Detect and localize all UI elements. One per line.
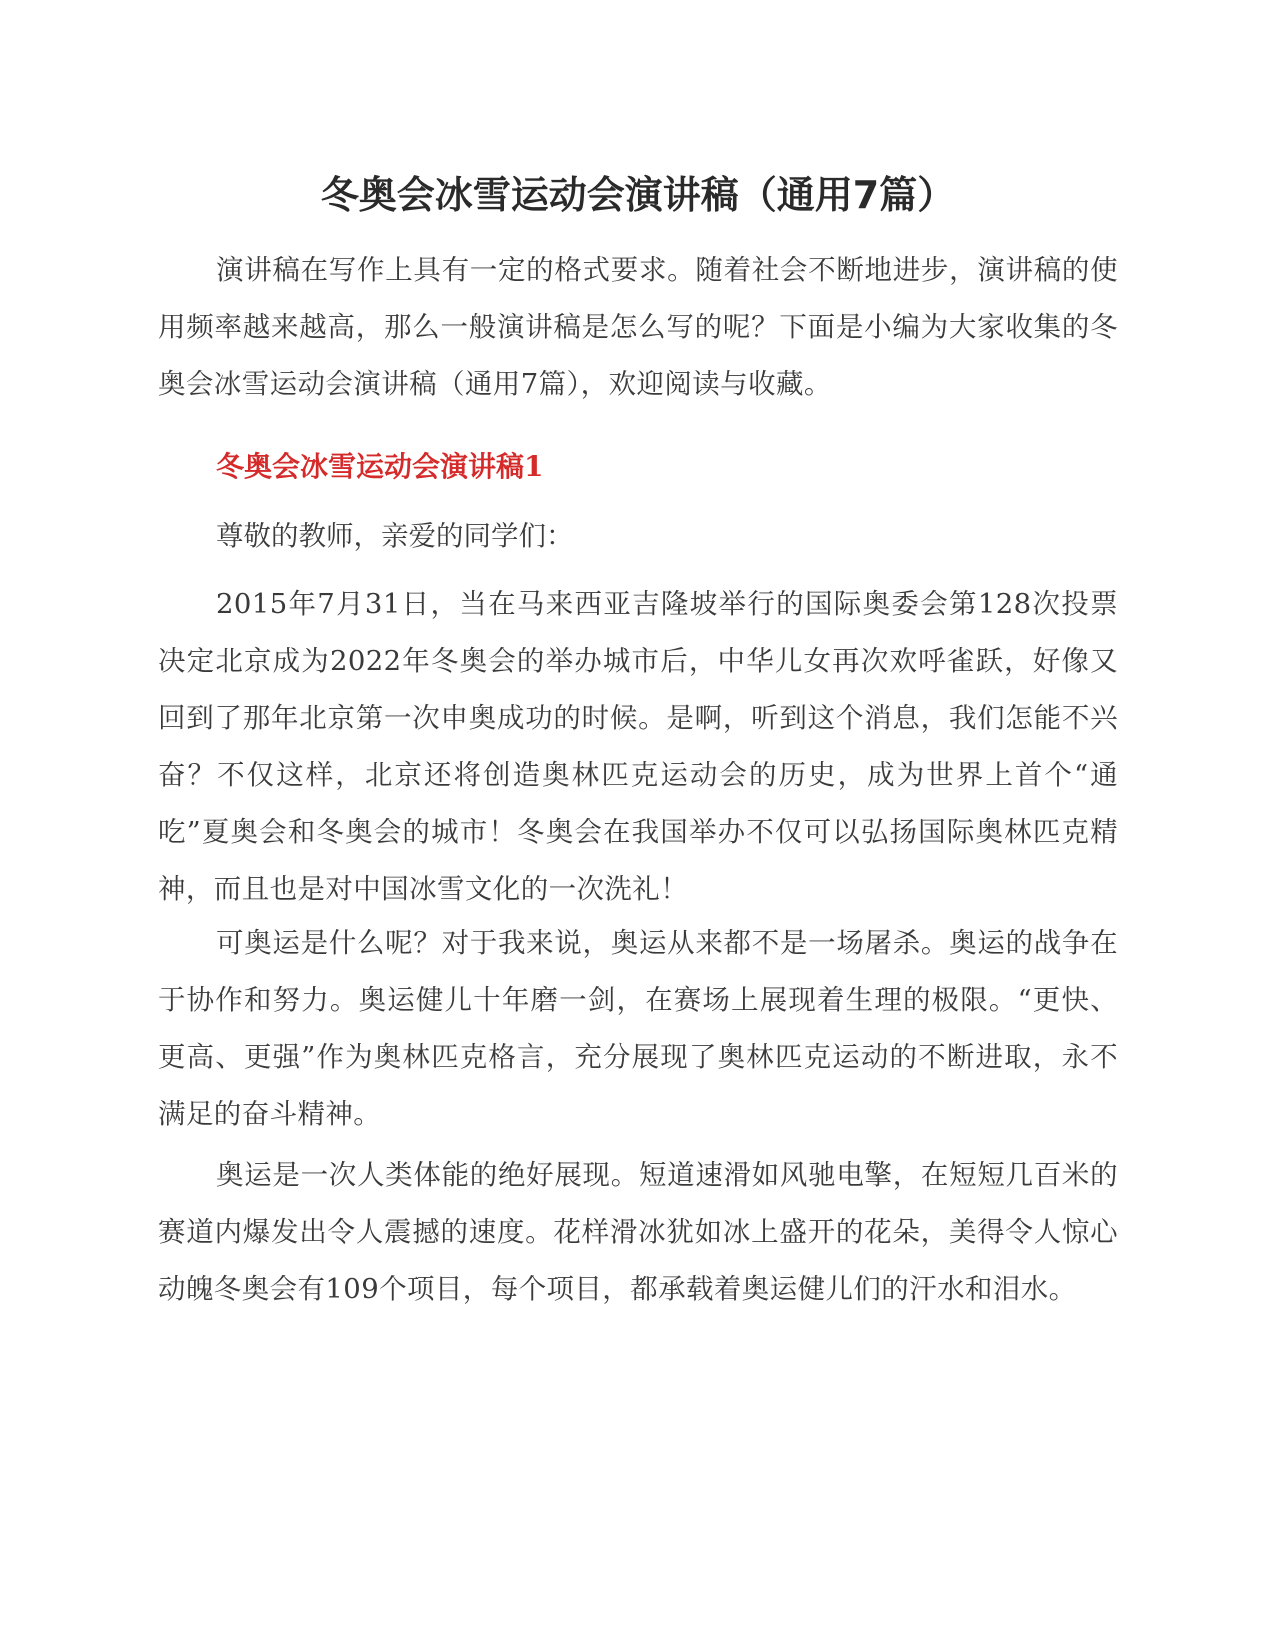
body-paragraph-2: 可奥运是什么呢？对于我来说，奥运从来都不是一场屠杀。奥运的战争在于协作和努力。奥运健儿十年磨一剑，在赛场上展现着生理的极限。“更快、更高、更强”作为奥林匹克格言，充分展现了奥林匹克运动的不断进取，永不满足的奋斗精神。 — [158, 927, 1118, 1130]
body-paragraph-3: 奥运是一次人类体能的绝好展现。短道速滑如风驰电擎，在短短几百米的赛道内爆发出令人震撼的速度。花样滑冰犹如冰上盛开的花朵，美得令人惊心动魄冬奥会有109个项目，每个项目，都承载着奥运健儿们的汗水和泪水。 — [158, 1159, 1118, 1305]
salutation: 尊敬的教师，亲爱的同学们： — [216, 520, 574, 552]
section-heading: 冬奥会冰雪运动会演讲稿1 — [216, 450, 544, 483]
document-title: 冬奥会冰雪运动会演讲稿（通用7篇） — [320, 173, 956, 217]
body-paragraph-1: 2015年7月31日，当在马来西亚吉隆坡举行的国际奥委会第128次投票决定北京成为2022年冬奥会的举办城市后，中华儿女再次欢呼雀跃，好像又回到了那年北京第一次申奥成功的时候。是啊，听到这个消息，我们怎能不兴奋？不仅这样，北京还将创造奥林匹克运动会的历史，成为世界上首个“通吃”夏奥会和冬奥会的城市！冬奥会在我国举办不仅可以弘扬国际奥林匹克精神，而且也是对中国冰雪文化的一次洗礼！ — [158, 588, 1118, 905]
intro-paragraph: 演讲稿在写作上具有一定的格式要求。随着社会不断地进步，演讲稿的使用频率越来越高，那么一般演讲稿是怎么写的呢？下面是小编为大家收集的冬奥会冰雪运动会演讲稿（通用7篇），欢迎阅读与收藏。 — [158, 254, 1118, 400]
